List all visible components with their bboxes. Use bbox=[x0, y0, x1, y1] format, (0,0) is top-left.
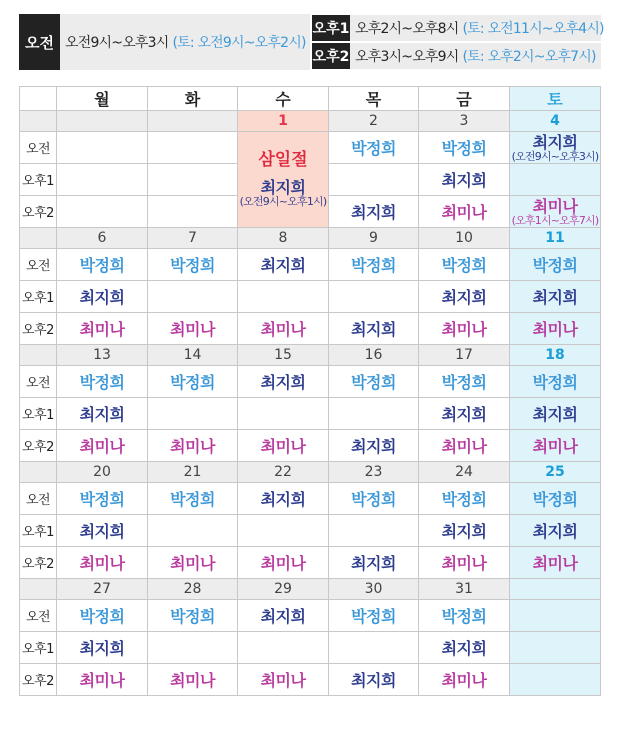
date-cell: 17 bbox=[419, 345, 510, 366]
week5-am bbox=[20, 600, 601, 632]
slot-label-am: 오전 bbox=[20, 366, 57, 398]
week1-dates bbox=[20, 111, 601, 132]
slot-label-pm2: 오후2 bbox=[20, 313, 57, 345]
staff-park: 박정희 bbox=[532, 373, 578, 392]
staff-choi-j: 최지희 bbox=[532, 405, 578, 424]
staff-choi-j: 최지희 bbox=[351, 554, 396, 573]
staff-choi-j: 최지희 bbox=[79, 405, 125, 424]
staff-choi-j: 최지희 bbox=[532, 522, 578, 541]
staff-choi-m: 최미나 bbox=[79, 437, 125, 456]
legend-pm1-note: (토: 오전11시~오후4시) bbox=[462, 21, 604, 37]
slot-label-am: 오전 bbox=[20, 249, 57, 281]
staff-choi-j: 최지희 bbox=[79, 639, 125, 658]
date-cell: 23 bbox=[329, 462, 419, 483]
date-cell: 9 bbox=[329, 228, 419, 249]
sat-am-note: (오전9시~오후3시) bbox=[511, 149, 599, 163]
date-cell: 14 bbox=[148, 345, 238, 366]
staff-choi-j: 최지희 bbox=[260, 607, 306, 626]
staff-park: 박정희 bbox=[441, 139, 487, 158]
slot-label-am: 오전 bbox=[20, 132, 57, 164]
holiday-hours-note: (오전9시~오후1시) bbox=[239, 195, 327, 208]
staff-park: 박정희 bbox=[441, 607, 487, 626]
week2-am bbox=[20, 249, 601, 281]
date-cell: 21 bbox=[148, 462, 238, 483]
date-cell: 3 bbox=[419, 111, 510, 132]
staff-choi-m: 최미나 bbox=[441, 554, 487, 573]
date-cell: 24 bbox=[419, 462, 510, 483]
weekday-header bbox=[20, 87, 601, 111]
staff-choi-j: 최지희 bbox=[260, 256, 306, 275]
staff-choi-m: 최미나 bbox=[532, 437, 578, 456]
date-cell-sat: 4 bbox=[510, 111, 601, 132]
date-cell: 15 bbox=[238, 345, 329, 366]
day-header-sat: 토 bbox=[510, 87, 601, 111]
shift-legend bbox=[19, 14, 604, 70]
slot-label-pm2: 오후2 bbox=[20, 196, 57, 228]
staff-choi-j: 최지희 bbox=[441, 288, 487, 307]
legend-am-text bbox=[60, 14, 310, 70]
date-cell: 27 bbox=[57, 579, 148, 600]
staff-choi-m: 최미나 bbox=[79, 554, 125, 573]
holiday-cell bbox=[238, 132, 329, 228]
legend-pm2-tag: 오후2 bbox=[312, 43, 350, 69]
schedule-calendar bbox=[19, 86, 601, 696]
legend-am-note: (토: 오전9시~오후2시) bbox=[172, 35, 306, 51]
date-cell: 22 bbox=[238, 462, 329, 483]
date-cell: 28 bbox=[148, 579, 238, 600]
staff-park: 박정희 bbox=[79, 607, 125, 626]
header-corner bbox=[20, 87, 57, 111]
staff-park: 박정희 bbox=[441, 373, 487, 392]
staff-choi-m: 최미나 bbox=[79, 320, 125, 339]
slot-label-am: 오전 bbox=[20, 600, 57, 632]
slot-label-pm1: 오후1 bbox=[20, 281, 57, 313]
staff-park: 박정희 bbox=[351, 139, 396, 158]
week4-am bbox=[20, 483, 601, 515]
staff-choi-m: 최미나 bbox=[170, 671, 215, 690]
staff-choi-m: 최미나 bbox=[441, 203, 487, 222]
staff-choi-m: 최미나 bbox=[260, 554, 306, 573]
day-header-wed: 수 bbox=[238, 87, 329, 111]
staff-park: 박정희 bbox=[79, 256, 125, 275]
sat-pm2-note: (오후1시~오후7시) bbox=[511, 213, 599, 227]
staff-park: 박정희 bbox=[170, 373, 215, 392]
date-cell-sat bbox=[510, 579, 601, 600]
date-cell-sat: 25 bbox=[510, 462, 601, 483]
week3-dates bbox=[20, 345, 601, 366]
staff-choi-j: 최지희 bbox=[441, 639, 487, 658]
week3-pm1 bbox=[20, 398, 601, 430]
date-cell: 6 bbox=[57, 228, 148, 249]
staff-choi-j: 최지희 bbox=[351, 437, 396, 456]
staff-choi-m: 최미나 bbox=[260, 320, 306, 339]
legend-pm2-time: 오후3시~오후9시 bbox=[355, 49, 459, 65]
staff-park: 박정희 bbox=[351, 607, 396, 626]
staff-choi-m: 최미나 bbox=[441, 320, 487, 339]
week1-am bbox=[20, 132, 601, 164]
week5-pm2 bbox=[20, 664, 601, 696]
date-cell: 30 bbox=[329, 579, 419, 600]
staff-park: 박정희 bbox=[351, 490, 396, 509]
day-header-mon: 월 bbox=[57, 87, 148, 111]
date-cell: 29 bbox=[238, 579, 329, 600]
week4-pm1 bbox=[20, 515, 601, 547]
staff-park: 박정희 bbox=[79, 490, 125, 509]
slot-label-pm1: 오후1 bbox=[20, 398, 57, 430]
legend-pm2-note: (토: 오후2시~오후7시) bbox=[462, 49, 596, 65]
staff-choi-j: 최지희 bbox=[79, 522, 125, 541]
slot-label-pm2: 오후2 bbox=[20, 547, 57, 579]
legend-pm1-tag: 오후1 bbox=[312, 15, 350, 41]
day-header-thu: 목 bbox=[329, 87, 419, 111]
slot-label-am: 오전 bbox=[20, 483, 57, 515]
staff-park: 박정희 bbox=[441, 256, 487, 275]
staff-park: 박정희 bbox=[351, 373, 396, 392]
date-cell bbox=[57, 111, 148, 132]
date-cell-sat: 11 bbox=[510, 228, 601, 249]
staff-choi-j: 최지희 bbox=[532, 288, 578, 307]
legend-pm1-time: 오후2시~오후8시 bbox=[355, 21, 459, 37]
staff-choi-m: 최미나 bbox=[532, 196, 578, 216]
legend-am-time: 오전9시~오후3시 bbox=[65, 35, 169, 51]
date-cell: 7 bbox=[148, 228, 238, 249]
staff-choi-j: 최지희 bbox=[351, 320, 396, 339]
date-cell: 2 bbox=[329, 111, 419, 132]
date-cell: 31 bbox=[419, 579, 510, 600]
staff-choi-j: 최지희 bbox=[441, 171, 487, 190]
date-cell: 16 bbox=[329, 345, 419, 366]
day-header-fri: 금 bbox=[419, 87, 510, 111]
staff-choi-m: 최미나 bbox=[532, 554, 578, 573]
staff-choi-m: 최미나 bbox=[441, 671, 487, 690]
staff-park: 박정희 bbox=[532, 490, 578, 509]
week5-dates bbox=[20, 579, 601, 600]
legend-am-tag: 오전 bbox=[19, 14, 60, 70]
staff-park: 박정희 bbox=[532, 256, 578, 275]
staff-choi-m: 최미나 bbox=[170, 554, 215, 573]
staff-choi-j: 최지희 bbox=[260, 490, 306, 509]
date-cell: 13 bbox=[57, 345, 148, 366]
date-cell bbox=[148, 111, 238, 132]
legend-pm2-text bbox=[350, 43, 601, 69]
week3-pm2 bbox=[20, 430, 601, 462]
staff-choi-m: 최미나 bbox=[260, 671, 306, 690]
date-cell: 20 bbox=[57, 462, 148, 483]
week4-dates bbox=[20, 462, 601, 483]
date-cell-sat: 18 bbox=[510, 345, 601, 366]
slot-label-pm2: 오후2 bbox=[20, 430, 57, 462]
staff-park: 박정희 bbox=[351, 256, 396, 275]
staff-choi-j: 최지희 bbox=[532, 132, 578, 152]
week2-pm2 bbox=[20, 313, 601, 345]
staff-park: 박정희 bbox=[170, 607, 215, 626]
date-cell: 10 bbox=[419, 228, 510, 249]
date-cell-holiday: 1 bbox=[238, 111, 329, 132]
legend-pm1-text bbox=[350, 15, 604, 41]
staff-park: 박정희 bbox=[170, 256, 215, 275]
staff-park: 박정희 bbox=[441, 490, 487, 509]
staff-choi-j: 최지희 bbox=[79, 288, 125, 307]
staff-choi-m: 최미나 bbox=[170, 320, 215, 339]
staff-choi-j: 최지희 bbox=[260, 178, 306, 197]
staff-choi-m: 최미나 bbox=[532, 320, 578, 339]
staff-park: 박정희 bbox=[79, 373, 125, 392]
staff-choi-j: 최지희 bbox=[260, 373, 306, 392]
week2-pm1 bbox=[20, 281, 601, 313]
staff-choi-j: 최지희 bbox=[351, 671, 396, 690]
staff-choi-j: 최지희 bbox=[441, 405, 487, 424]
staff-choi-j: 최지희 bbox=[441, 522, 487, 541]
staff-choi-m: 최미나 bbox=[170, 437, 215, 456]
slot-label-pm1: 오후1 bbox=[20, 164, 57, 196]
staff-choi-m: 최미나 bbox=[260, 437, 306, 456]
week3-am bbox=[20, 366, 601, 398]
slot-label-pm1: 오후1 bbox=[20, 632, 57, 664]
holiday-name: 삼일절 bbox=[258, 150, 308, 170]
day-header-tue: 화 bbox=[148, 87, 238, 111]
staff-choi-m: 최미나 bbox=[441, 437, 487, 456]
staff-choi-m: 최미나 bbox=[79, 671, 125, 690]
date-cell: 8 bbox=[238, 228, 329, 249]
staff-park: 박정희 bbox=[170, 490, 215, 509]
week5-pm1 bbox=[20, 632, 601, 664]
slot-label-pm1: 오후1 bbox=[20, 515, 57, 547]
week4-pm2 bbox=[20, 547, 601, 579]
staff-choi-j: 최지희 bbox=[351, 203, 396, 222]
slot-label-pm2: 오후2 bbox=[20, 664, 57, 696]
week2-dates bbox=[20, 228, 601, 249]
